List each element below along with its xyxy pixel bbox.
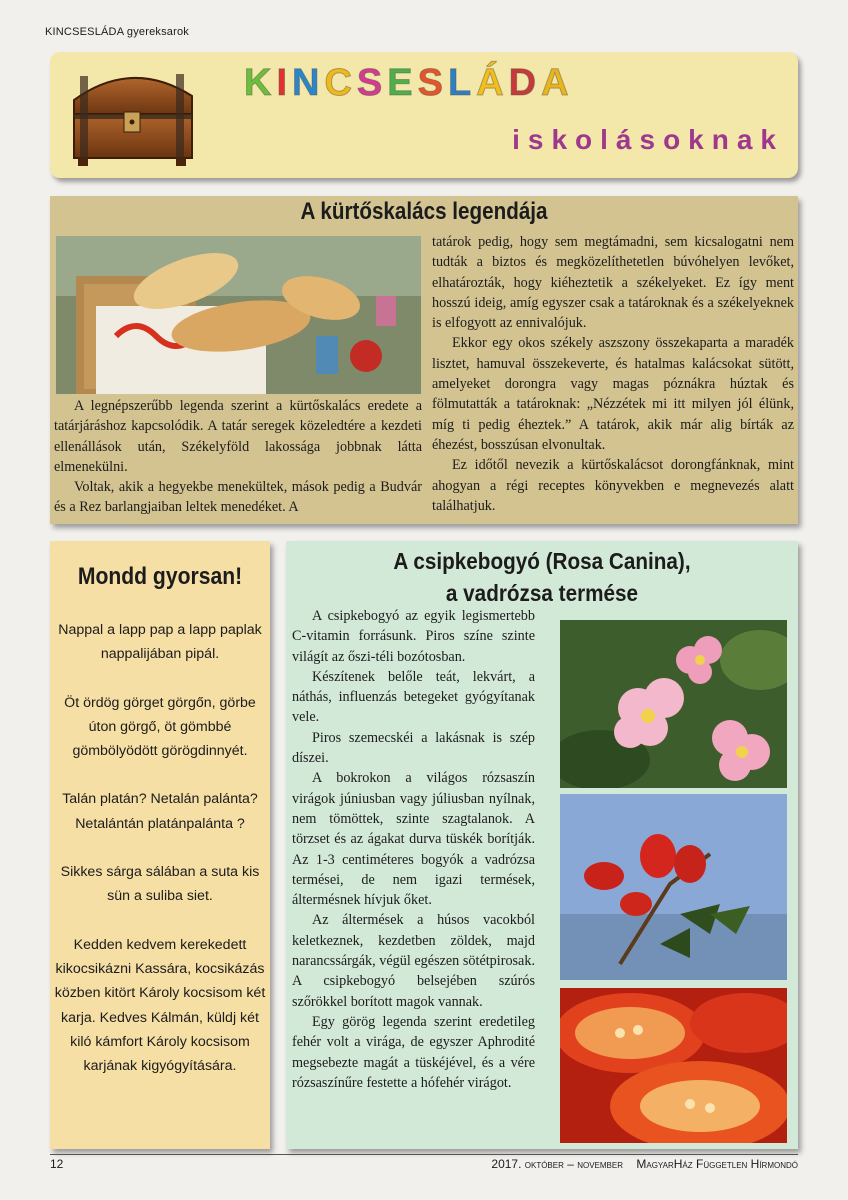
paragraph: A bokrokon a világos rózsaszín virágok júniusban vagy júliusban nyílnak, nem tömöttek, szinte szagtalanok. A törzset és az ágakat durva tüskék borítják. Az 1-3 centiméteres bogyók a vadrózsa termései, de nem igazi termések, áltermésnek hívjuk őket.	[292, 770, 535, 909]
tongue-twister-title: Mondd gyorsan!	[77, 563, 243, 590]
title-letter: Á	[476, 62, 509, 104]
footer-months: október – november	[524, 1157, 624, 1171]
footer-publication-name: MagyarHáz Független Hírmondó	[636, 1157, 798, 1171]
paragraph: Egy görög legenda szerint eredetileg fehér volt a virága, de egyszer Aphrodité megsebezte magát a tüskéjével, és a vére rózsaszínűre festette a hófehér virágot.	[292, 1013, 535, 1091]
article-csipkebogyo-title	[312, 545, 773, 609]
tongue-twister: Kedden kedvem kerekedett kikocsikázni Kassára, kocsikázás közben kitört Károly kocsisom két karja. Kedves Kálmán, küldj két kiló kámfort Károly kocsisom karjának kigyógyítására.	[54, 936, 266, 1075]
title-letter: S	[356, 62, 388, 104]
kurtoskalacs-photo	[56, 236, 421, 394]
paragraph: Az áltermések a húsos vacokból keletkeznek, kezdetben zöldek, majd narancssárgák, végül egészen sötétpirosak. A csipkebogyó belsejében szúrós szőrökkel borított magok vannak.	[292, 912, 535, 1010]
tongue-twister-list	[54, 618, 266, 1078]
title-letter: E	[387, 62, 418, 104]
rose-flower-photo	[560, 620, 787, 788]
article-csipkebogyo-text	[292, 606, 535, 1093]
article-kurtoskalacs-column-1	[54, 396, 422, 518]
footer-divider	[50, 1154, 798, 1155]
paragraph: tatárok pedig, hogy sem megtámadni, sem kicsalogatni nem tudták a biztos és megközelíthetetlen búvóhelyen levőket, elhatározták, hogy kiéheztetik a székelyeket. Ez így ment hosszú ideig, amíg egyszer csak a tatároknak és a székelyeknek is elfogyott az ennivalójuk.	[432, 234, 794, 332]
title-letter: A	[541, 62, 574, 104]
title-line-1: A csipkebogyó (Rosa Canina),	[393, 548, 691, 574]
paragraph: A csipkebogyó az egyik legismertebb C-vitamin forrásunk. Piros színe szinte világít az őszi-téli bozótosban.	[292, 608, 535, 665]
title-letter: I	[276, 62, 293, 104]
title-letter: D	[508, 62, 542, 104]
title-line-2: a vadrózsa termése	[445, 580, 639, 606]
paragraph: Készítenek belőle teát, lekvárt, a náthás, influenzás betegeket gyógyítanak vele.	[292, 668, 535, 726]
title-letter: S	[417, 62, 448, 104]
paragraph: Voltak, akik a hegyekbe menekültek, mások pedig a Budvár és a Rez barlangjaiban leltek menedéket. A	[54, 479, 422, 516]
page-number: 12	[50, 1157, 64, 1171]
treasure-chest-image	[64, 58, 200, 168]
tongue-twister: Nappal a lapp pap a lapp paplak nappalijában pipál.	[58, 622, 262, 663]
rosehip-berries-photo	[560, 794, 787, 980]
article-kurtoskalacs-column-2	[432, 232, 794, 516]
paragraph: Ez időtől nevezik a kürtőskalácsot dorongfánknak, mint ahogyan a régi receptes könyvekben e megnevezés alatt találhatjuk.	[432, 457, 794, 514]
banner-subtitle: iskolásoknak	[512, 124, 784, 155]
paragraph: Piros szemecskéi a lakásnak is szép díszei.	[292, 729, 535, 767]
footer-publication	[491, 1157, 798, 1171]
paragraph: Ekkor egy okos székely aszszony összekaparta a maradék lisztet, hamuval összekeverte, és hatalmas kalácsokat sütött, amelyeket dorongra vagy magas póznákra húztak és fölmutatták a tatároknak: „Nézzétek mi itt milyen jól élünk, míg ti pedig éheztek.” A tatárok, akik már alig bírták az éhezést, bosszúsan elvonultak.	[432, 335, 794, 453]
tongue-twister: Talán platán? Netalán palánta? Netalántán platánpalánta ?	[62, 791, 258, 832]
title-letter: L	[448, 62, 477, 104]
title-letter: N	[292, 62, 325, 104]
rosehip-cut-photo	[560, 988, 787, 1143]
header-label: KINCSESLÁDA gyereksarok	[45, 26, 189, 38]
tongue-twister: Sikkes sárga sálában a suta kis sün a suliba siet.	[60, 864, 260, 905]
tongue-twister: Öt ördög görget görgőn, görbe úton görgő, öt gömbbé gömbölyödött görögdinnyét.	[64, 694, 256, 760]
banner-title	[244, 62, 574, 105]
footer-date: 2017.	[491, 1157, 522, 1171]
paragraph: A legnépszerűbb legenda szerint a kürtőskalács eredete a tatárjáráshoz kapcsolódik. A tatár seregek közeledtére a kezdeti ellenállások után, Székelyföld lakossága jobbnak látta elmenekülni.	[54, 398, 422, 475]
title-letter: K	[244, 62, 277, 104]
title-letter: C	[324, 62, 357, 104]
article-kurtoskalacs-title: A kürtőskalács legendája	[300, 198, 548, 225]
